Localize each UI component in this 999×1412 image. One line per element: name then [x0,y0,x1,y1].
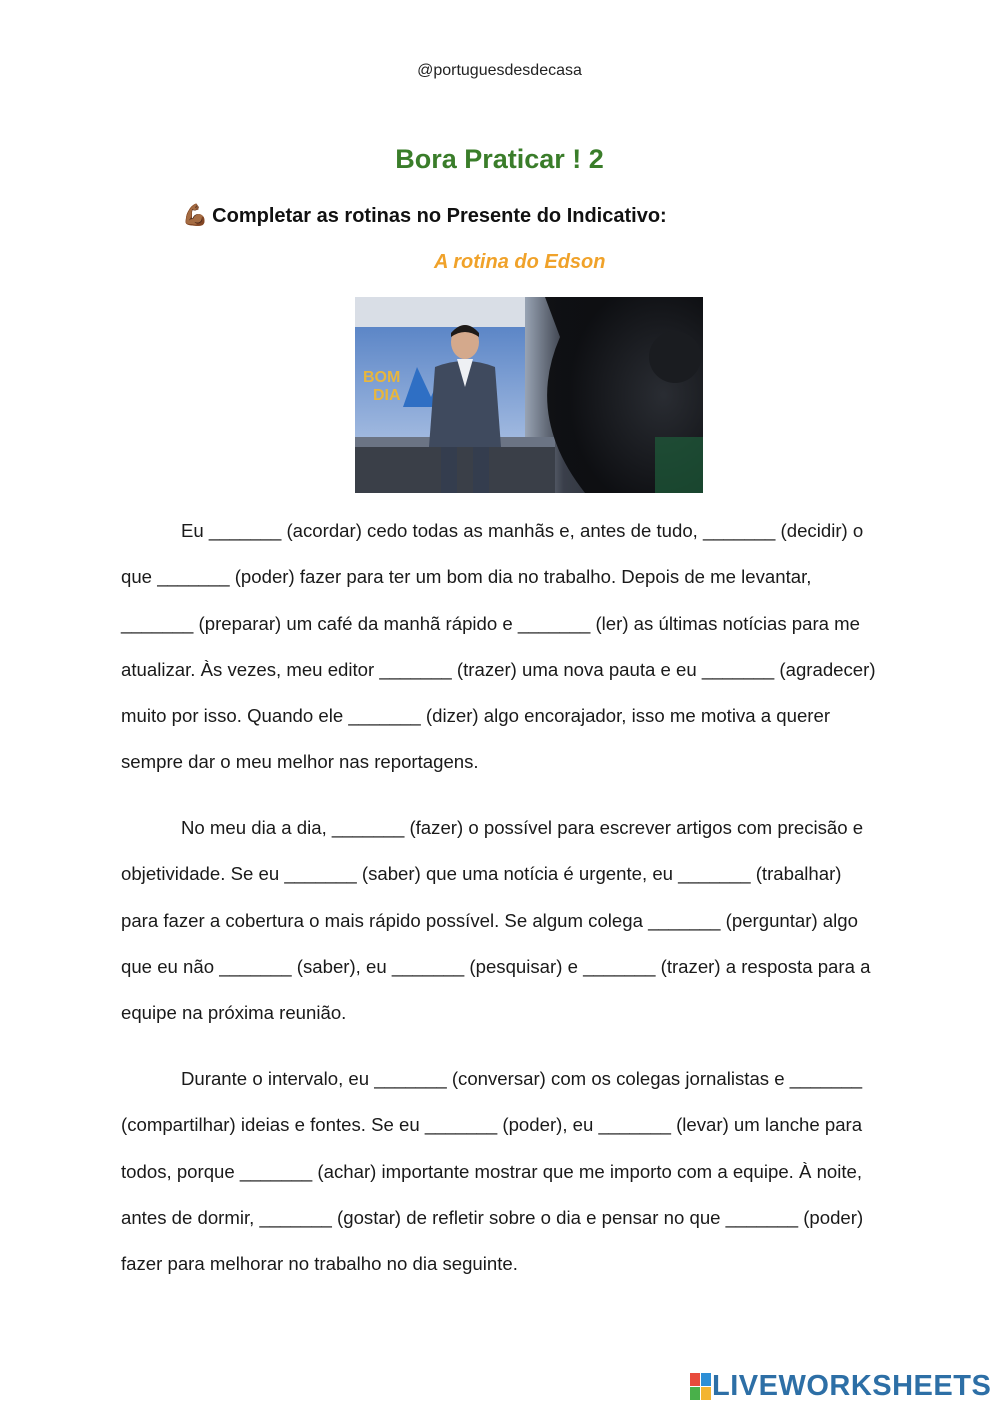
instruction-text: Completar as rotinas no Presente do Indicativo: [212,204,667,227]
news-anchor-photo [355,297,703,493]
paragraph-1 [121,508,881,786]
paragraph-2 [121,805,881,1036]
section-subtitle: A rotina do Edson [434,251,606,273]
logo-text: LIVEWORKSHEETS [712,1370,992,1402]
liveworksheets-logo [690,1370,991,1403]
paragraph-3 [121,1056,881,1287]
liveworksheets-icon [690,1373,712,1401]
paragraph-text: Durante o intervalo, eu _______ (conversar) com os colegas jornalistas e _______ (compartilhar) ideias e fontes. Se eu _______ (poder), eu _______ (levar) um lanche para todos, porque _______ (achar) importante mostrar que me importo com a equipe. À noite, antes de dormir, _______ (gostar) de refletir sobre o dia e pensar no que _______ (poder) fazer para melhorar no trabalho no dia seguinte. [121,1068,864,1275]
page-title: Bora Praticar ! 2 [395,144,604,174]
author-handle: @portuguesdesdecasa [417,62,582,79]
instruction [182,204,667,228]
studio-sign: BOM [363,369,401,386]
paragraph-text: Eu _______ (acordar) cedo todas as manhãs e, antes de tudo, _______ (decidir) o que _______ (poder) fazer para ter um bom dia no trabalho. Depois de me levantar, _______ (preparar) um café da manhã rápido e _______ (ler) as últimas notícias para me atualizar. Às vezes, meu editor _______ (trazer) uma nova pauta e eu _______ (agradecer) muito por isso. Quando ele _______ (dizer) algo encorajador, isso me motiva a querer sempre dar o meu melhor nas reportagens. [121,520,876,773]
paragraph-text: No meu dia a dia, _______ (fazer) o possível para escrever artigos com precisão e objetividade. Se eu _______ (saber) que uma notícia é urgente, eu _______ (trabalhar) para fazer a cobertura o mais rápido possível. Se algum colega _______ (perguntar) algo que eu não _______ (saber), eu _______ (pesquisar) e _______ (trazer) a resposta para a equipe na próxima reunião. [121,817,871,1024]
flexed-biceps-icon: 💪🏾 [182,204,209,227]
svg-text:DIA: DIA [373,387,401,404]
